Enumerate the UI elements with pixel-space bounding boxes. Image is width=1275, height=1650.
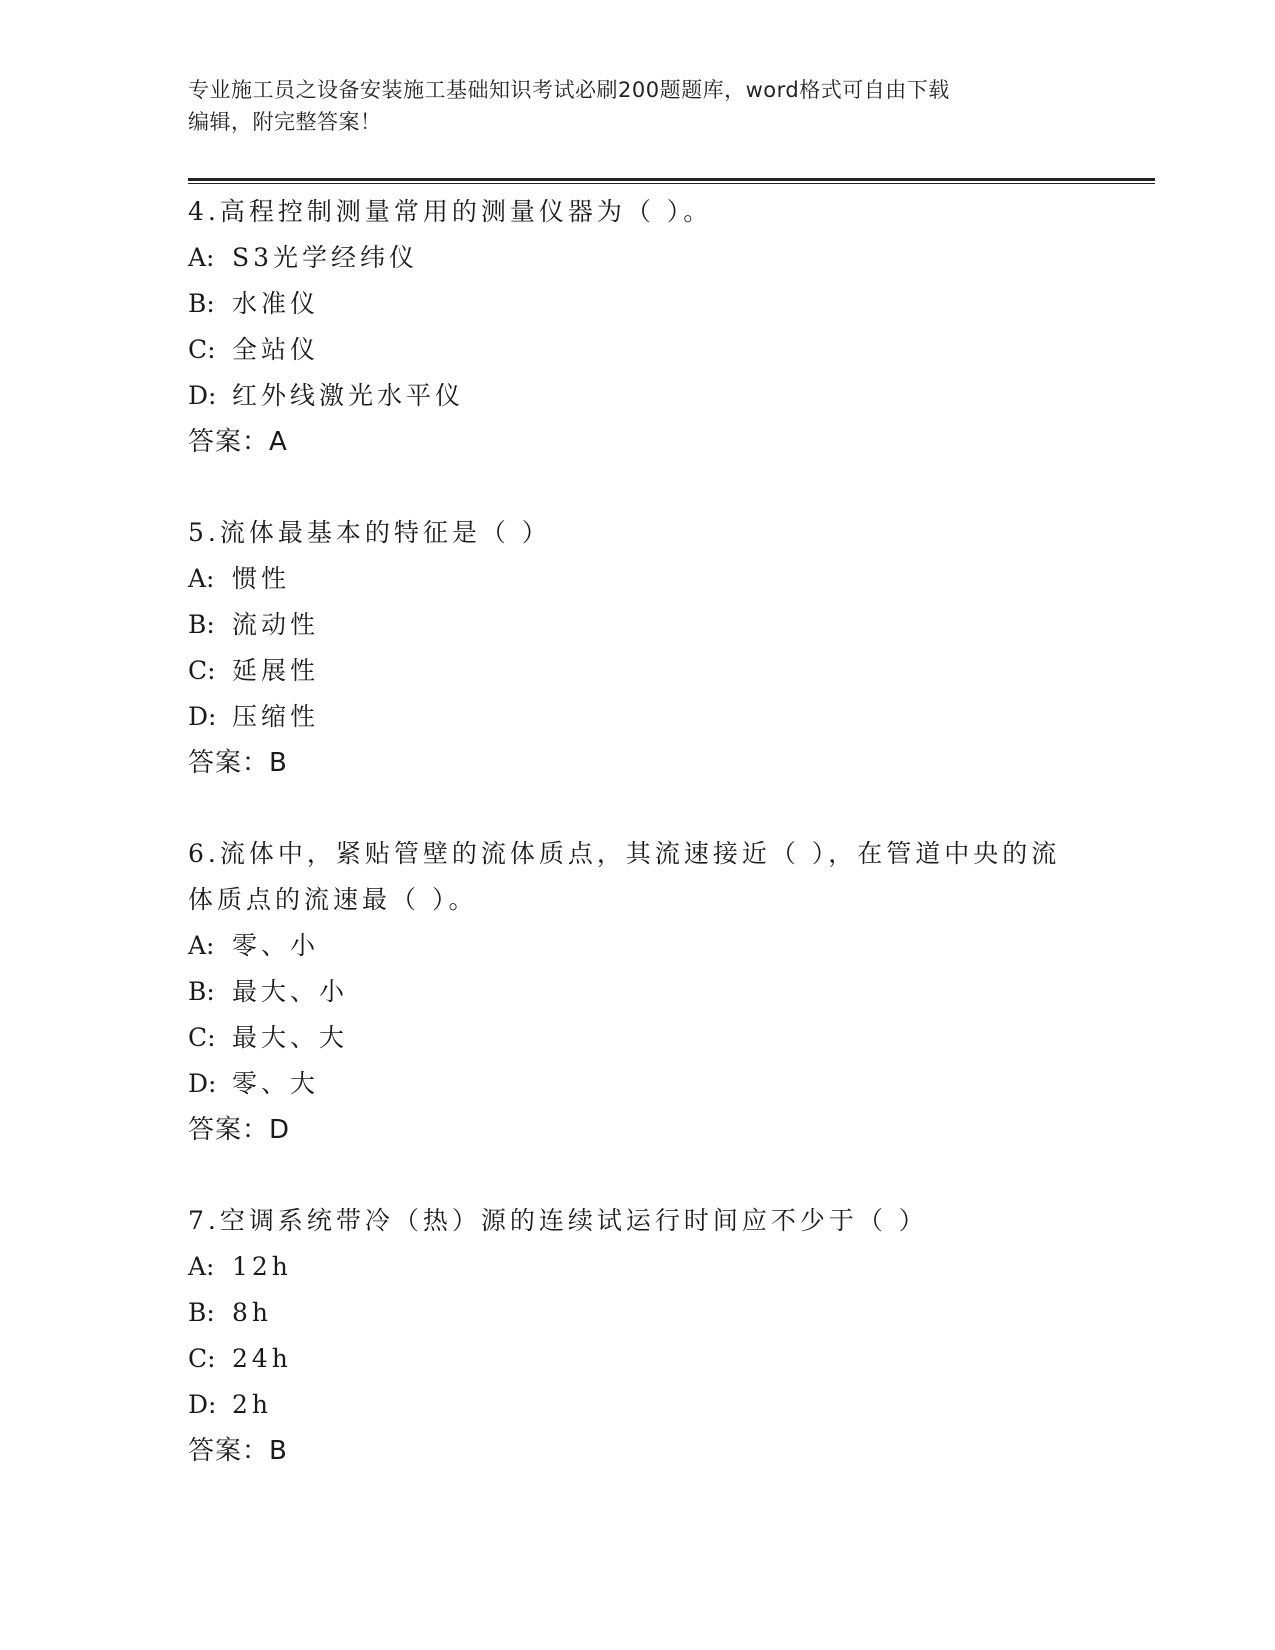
option-text: S3光学经纬仪	[232, 243, 419, 272]
answer-line	[188, 419, 1088, 465]
question-stem	[188, 189, 1088, 235]
option-a	[188, 923, 1088, 969]
option-letter: C:	[188, 335, 216, 364]
answer-label: 答案：	[188, 1115, 270, 1145]
option-a	[188, 235, 1088, 281]
answer-label: 答案：	[188, 427, 270, 457]
option-letter: A:	[188, 931, 215, 960]
option-letter: A:	[188, 243, 215, 272]
option-text: 零、小	[232, 931, 320, 960]
option-c	[188, 648, 1088, 694]
option-b	[188, 281, 1088, 327]
option-letter: B:	[188, 977, 215, 1006]
option-d	[188, 694, 1088, 740]
option-letter: C:	[188, 1344, 216, 1373]
question-block	[188, 1198, 1088, 1474]
option-c	[188, 1015, 1088, 1061]
question-block	[188, 831, 1088, 1153]
question-block	[188, 189, 1088, 465]
option-text: 最大、小	[232, 977, 349, 1006]
question-stem-continued: 体质点的流速最（ ）。	[188, 885, 478, 914]
option-text: 24h	[232, 1344, 292, 1373]
option-letter: C:	[188, 656, 216, 685]
option-letter: A:	[188, 1252, 215, 1281]
header-line-1: 专业施工员之设备安装施工基础知识考试必刷200题题库，word格式可自由下载	[188, 78, 950, 102]
option-letter: D:	[188, 702, 217, 731]
question-number: 5.	[188, 518, 220, 547]
question-text: 空调系统带冷（热）源的连续试运行时间应不少于（ ）	[219, 1206, 928, 1235]
option-d	[188, 1061, 1088, 1107]
spacer	[188, 786, 1088, 831]
option-letter: C:	[188, 1023, 216, 1052]
spacer	[188, 465, 1088, 510]
option-letter: A:	[188, 564, 215, 593]
answer-value: B	[269, 1436, 288, 1466]
answer-value: D	[269, 1115, 291, 1145]
option-text: 压缩性	[232, 702, 320, 731]
question-stem	[188, 1198, 1088, 1244]
option-b	[188, 602, 1088, 648]
option-letter: B:	[188, 1298, 215, 1327]
answer-value: A	[269, 427, 288, 457]
option-letter: B:	[188, 610, 215, 639]
answer-label: 答案：	[188, 748, 270, 778]
option-b	[188, 1290, 1088, 1336]
question-stem	[188, 831, 1088, 877]
question-list	[188, 189, 1088, 1474]
question-number: 4.	[188, 197, 220, 226]
option-d	[188, 373, 1088, 419]
option-text: 流动性	[232, 610, 320, 639]
option-c	[188, 327, 1088, 373]
option-text: 零、大	[232, 1069, 320, 1098]
document-header	[188, 74, 1088, 138]
answer-line	[188, 1428, 1088, 1474]
option-c	[188, 1336, 1088, 1382]
answer-label: 答案：	[188, 1436, 270, 1466]
option-text: 12h	[232, 1252, 292, 1281]
answer-line	[188, 740, 1088, 786]
answer-value: B	[269, 748, 288, 778]
option-d	[188, 1382, 1088, 1428]
option-text: 全站仪	[232, 335, 320, 364]
option-text: 水准仪	[232, 289, 320, 318]
question-stem	[188, 510, 1088, 556]
option-letter: D:	[188, 381, 217, 410]
option-letter: D:	[188, 1390, 217, 1419]
option-letter: D:	[188, 1069, 217, 1098]
question-number: 6.	[188, 839, 220, 868]
header-line-2: 编辑，附完整答案！	[188, 110, 382, 134]
question-text: 流体最基本的特征是（ ）	[219, 518, 551, 547]
header-divider-thick	[188, 178, 1155, 181]
option-text: 红外线激光水平仪	[232, 381, 465, 410]
option-text: 8h	[232, 1298, 273, 1327]
header-divider-thin	[188, 183, 1155, 184]
option-text: 最大、大	[232, 1023, 349, 1052]
option-a	[188, 1244, 1088, 1290]
question-block	[188, 510, 1088, 786]
option-text: 延展性	[232, 656, 320, 685]
option-letter: B:	[188, 289, 215, 318]
spacer	[188, 1153, 1088, 1198]
question-text: 高程控制测量常用的测量仪器为（ ）。	[219, 197, 713, 226]
option-text: 惯性	[232, 564, 291, 593]
question-text: 流体中，紧贴管壁的流体质点，其流速接近（ ），在管道中央的流	[219, 839, 1061, 868]
option-b	[188, 969, 1088, 1015]
option-text: 2h	[232, 1390, 273, 1419]
answer-line	[188, 1107, 1088, 1153]
option-a	[188, 556, 1088, 602]
question-number: 7.	[188, 1206, 220, 1235]
